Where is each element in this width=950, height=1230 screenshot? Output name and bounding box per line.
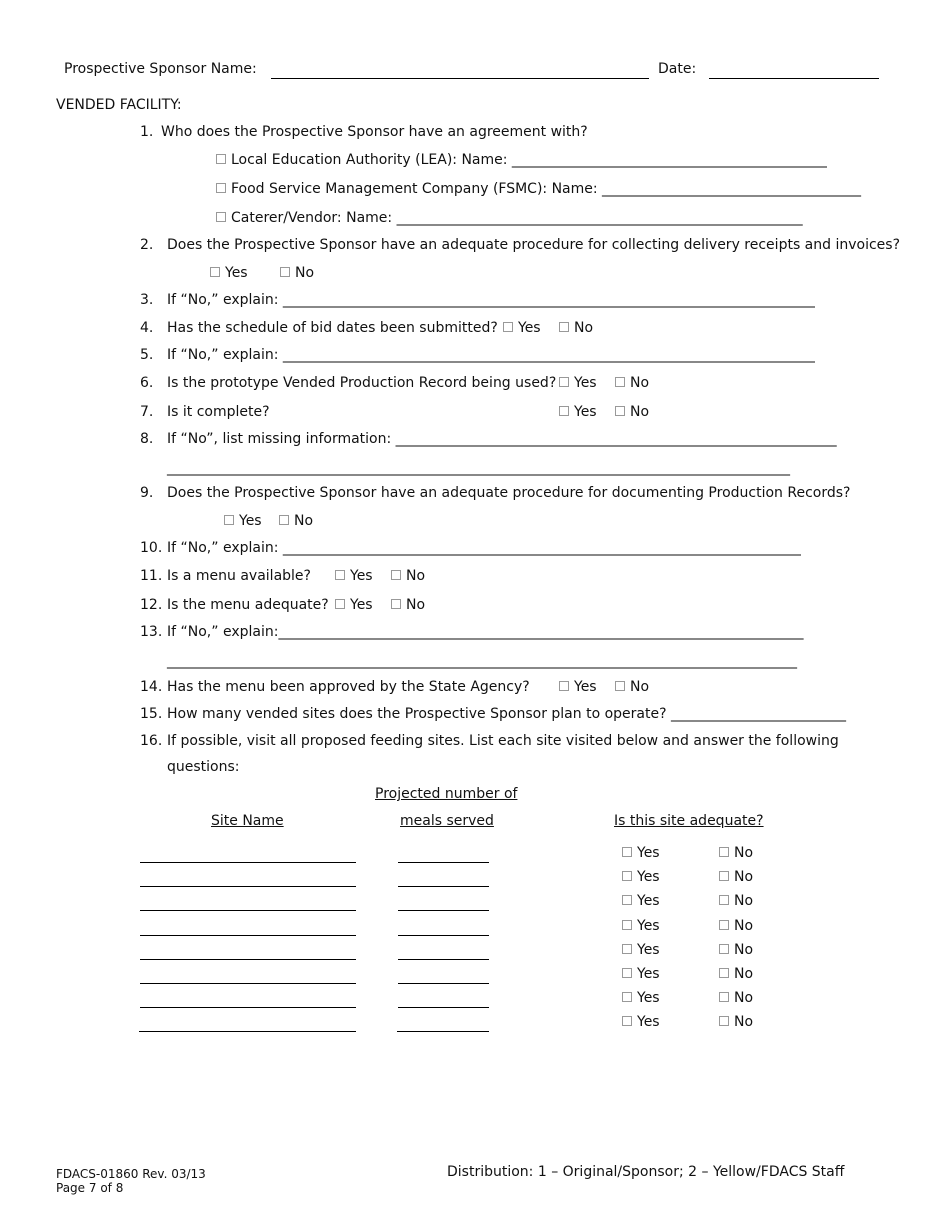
q2-number: 2.: [140, 237, 154, 253]
q10-text[interactable]: If “No,” explain: __________________________________________________________________________: [167, 540, 801, 556]
checkbox-icon[interactable]: [622, 895, 632, 905]
site-name-field[interactable]: [140, 935, 356, 936]
checkbox-icon[interactable]: [622, 1016, 632, 1026]
form-id: FDACS-01860 Rev. 03/13: [56, 1167, 206, 1181]
date-field[interactable]: [709, 78, 879, 79]
site-adequate-yes[interactable]: Yes: [622, 893, 660, 909]
q13-text[interactable]: If “No,” explain:___________________________________________________________________________: [167, 624, 804, 640]
sponsor-name-label: Prospective Sponsor Name:: [64, 61, 257, 77]
q9-number: 9.: [140, 485, 154, 501]
q14-text: Has the menu been approved by the State Agency?: [167, 679, 530, 695]
q4-no[interactable]: No: [559, 320, 593, 336]
checkbox-icon[interactable]: [503, 322, 513, 332]
q12-yes[interactable]: Yes: [335, 597, 373, 613]
q6-number: 6.: [140, 375, 154, 391]
q8-number: 8.: [140, 431, 154, 447]
site-name-field[interactable]: [139, 1031, 356, 1032]
site-adequate-no[interactable]: No: [719, 990, 753, 1006]
meals-field[interactable]: [398, 983, 489, 984]
meals-field[interactable]: [398, 862, 489, 863]
meals-field[interactable]: [398, 959, 489, 960]
q2-text: Does the Prospective Sponsor have an adequate procedure for collecting delivery receipts and invoices?: [167, 237, 901, 253]
checkbox-icon[interactable]: [622, 871, 632, 881]
checkbox-icon[interactable]: [335, 570, 345, 580]
q8-continuation-line[interactable]: _________________________________________________________________________________________: [167, 460, 790, 476]
checkbox-icon[interactable]: [559, 681, 569, 691]
sponsor-name-field[interactable]: [271, 78, 649, 79]
col-meals-header-line2: meals served: [400, 813, 494, 829]
site-adequate-yes[interactable]: Yes: [622, 990, 660, 1006]
checkbox-icon[interactable]: [280, 267, 290, 277]
q2-yes[interactable]: Yes: [210, 265, 248, 281]
q9-no[interactable]: No: [279, 513, 313, 529]
checkbox-icon[interactable]: [622, 944, 632, 954]
site-name-field[interactable]: [140, 862, 356, 863]
checkbox-icon[interactable]: [719, 944, 729, 954]
q11-text: Is a menu available?: [167, 568, 311, 584]
q11-no[interactable]: No: [391, 568, 425, 584]
checkbox-icon[interactable]: [615, 681, 625, 691]
checkbox-icon[interactable]: [615, 377, 625, 387]
site-adequate-yes[interactable]: Yes: [622, 845, 660, 861]
q7-number: 7.: [140, 404, 154, 420]
q12-no[interactable]: No: [391, 597, 425, 613]
q3-text[interactable]: If “No,” explain: ____________________________________________________________________________: [167, 292, 815, 308]
q9-text: Does the Prospective Sponsor have an adequate procedure for documenting Production Records?: [167, 485, 851, 501]
meals-field[interactable]: [398, 1007, 489, 1008]
q14-number: 14.: [140, 679, 163, 695]
q7-yes[interactable]: Yes: [559, 404, 597, 420]
checkbox-icon[interactable]: [719, 992, 729, 1002]
site-adequate-no[interactable]: No: [719, 845, 753, 861]
site-name-field[interactable]: [140, 983, 356, 984]
checkbox-icon[interactable]: [622, 847, 632, 857]
q4-text: Has the schedule of bid dates been submitted?: [167, 320, 498, 336]
q9-yes[interactable]: Yes: [224, 513, 262, 529]
checkbox-icon[interactable]: [559, 406, 569, 416]
checkbox-icon[interactable]: [335, 599, 345, 609]
q10-number: 10.: [140, 540, 163, 556]
date-label: Date:: [658, 61, 697, 77]
q6-no[interactable]: No: [615, 375, 649, 391]
meals-field[interactable]: [398, 935, 489, 936]
q6-text: Is the prototype Vended Production Record being used?: [167, 375, 557, 391]
distribution-note: Distribution: 1 – Original/Sponsor; 2 – Yellow/FDACS Staff: [447, 1164, 845, 1180]
q15-text[interactable]: How many vended sites does the Prospective Sponsor plan to operate? _________________________: [167, 706, 846, 722]
q4-number: 4.: [140, 320, 154, 336]
site-adequate-yes[interactable]: Yes: [622, 942, 660, 958]
q8-text[interactable]: If “No”, list missing information: _______________________________________________________________: [167, 431, 837, 447]
checkbox-icon[interactable]: [391, 599, 401, 609]
site-adequate-yes[interactable]: Yes: [622, 966, 660, 982]
checkbox-icon[interactable]: [216, 154, 226, 164]
checkbox-icon[interactable]: [622, 992, 632, 1002]
q5-text[interactable]: If “No,” explain: ____________________________________________________________________________: [167, 347, 815, 363]
q12-number: 12.: [140, 597, 163, 613]
checkbox-icon[interactable]: [622, 920, 632, 930]
checkbox-icon[interactable]: [210, 267, 220, 277]
q1-number: 1.: [140, 124, 154, 140]
site-adequate-no[interactable]: No: [719, 966, 753, 982]
site-name-field[interactable]: [140, 1007, 356, 1008]
q7-text: Is it complete?: [167, 404, 270, 420]
q1-option-lea[interactable]: Local Education Authority (LEA): Name: _____________________________________________: [216, 152, 827, 168]
q3-number: 3.: [140, 292, 154, 308]
checkbox-icon[interactable]: [719, 920, 729, 930]
q11-number: 11.: [140, 568, 163, 584]
site-adequate-no[interactable]: No: [719, 893, 753, 909]
q13-continuation-line[interactable]: __________________________________________________________________________________________: [167, 653, 797, 669]
checkbox-icon[interactable]: [391, 570, 401, 580]
q16-number: 16.: [140, 733, 163, 749]
site-name-field[interactable]: [140, 910, 356, 911]
site-adequate-no[interactable]: No: [719, 869, 753, 885]
q1-option-fsmc[interactable]: Food Service Management Company (FSMC): Name: _____________________________________: [216, 181, 861, 197]
checkbox-icon[interactable]: [719, 847, 729, 857]
q1-text: Who does the Prospective Sponsor have an agreement with?: [161, 124, 588, 140]
checkbox-icon[interactable]: [224, 515, 234, 525]
q14-yes[interactable]: Yes: [559, 679, 597, 695]
q6-yes[interactable]: Yes: [559, 375, 597, 391]
meals-field[interactable]: [398, 910, 489, 911]
q13-number: 13.: [140, 624, 163, 640]
q2-no[interactable]: No: [280, 265, 314, 281]
checkbox-icon[interactable]: [719, 871, 729, 881]
checkbox-icon[interactable]: [216, 212, 226, 222]
q1-option-caterer[interactable]: Caterer/Vendor: Name: __________________________________________________________: [216, 210, 803, 226]
site-adequate-yes[interactable]: Yes: [622, 869, 660, 885]
site-adequate-no[interactable]: No: [719, 918, 753, 934]
site-name-field[interactable]: [140, 959, 356, 960]
checkbox-icon[interactable]: [719, 1016, 729, 1026]
q7-no[interactable]: No: [615, 404, 649, 420]
q14-no[interactable]: No: [615, 679, 649, 695]
q15-number: 15.: [140, 706, 163, 722]
col-meals-header-line1: Projected number of: [375, 786, 518, 802]
col-adequate-header: Is this site adequate?: [614, 813, 764, 829]
q16-text-continued: questions:: [167, 759, 240, 775]
checkbox-icon[interactable]: [559, 377, 569, 387]
meals-field[interactable]: [397, 1031, 489, 1032]
section-title: VENDED FACILITY:: [56, 97, 182, 113]
q11-yes[interactable]: Yes: [335, 568, 373, 584]
site-adequate-no[interactable]: No: [719, 942, 753, 958]
checkbox-icon[interactable]: [622, 968, 632, 978]
q12-text: Is the menu adequate?: [167, 597, 329, 613]
checkbox-icon[interactable]: [216, 183, 226, 193]
col-site-name-header: Site Name: [211, 813, 284, 829]
checkbox-icon[interactable]: [279, 515, 289, 525]
q16-text: If possible, visit all proposed feeding sites. List each site visited below and answer the following: [167, 733, 839, 749]
q4-yes[interactable]: Yes: [503, 320, 541, 336]
checkbox-icon[interactable]: [559, 322, 569, 332]
checkbox-icon[interactable]: [615, 406, 625, 416]
site-adequate-yes[interactable]: Yes: [622, 1014, 660, 1030]
q5-number: 5.: [140, 347, 154, 363]
page-number: Page 7 of 8: [56, 1181, 124, 1195]
site-adequate-no[interactable]: No: [719, 1014, 753, 1030]
site-name-field[interactable]: [140, 886, 356, 887]
checkbox-icon[interactable]: [719, 968, 729, 978]
checkbox-icon[interactable]: [719, 895, 729, 905]
site-adequate-yes[interactable]: Yes: [622, 918, 660, 934]
meals-field[interactable]: [398, 886, 489, 887]
